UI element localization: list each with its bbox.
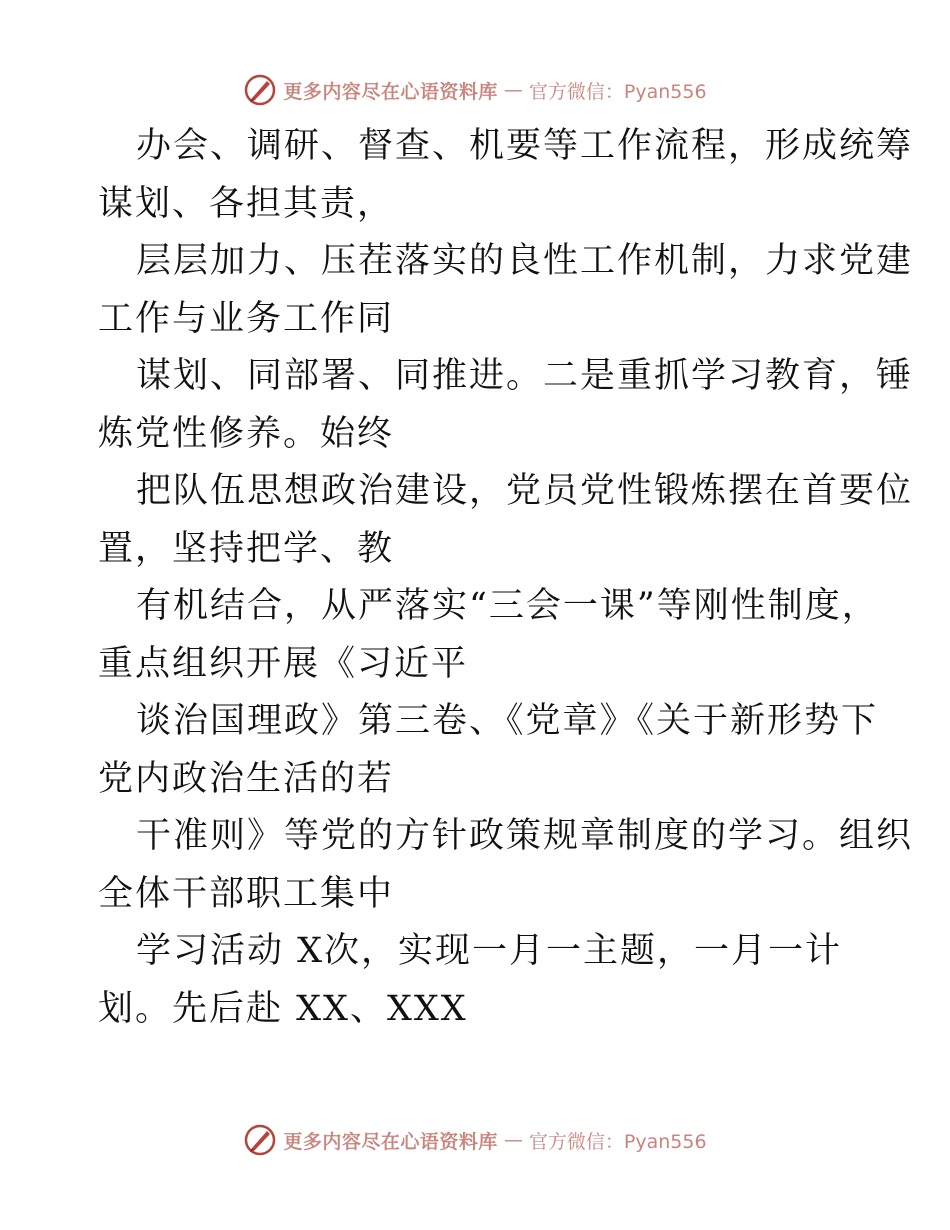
header-watermark [0, 70, 950, 110]
text-line: 把队伍思想政治建设，党员党性锻炼摆在首要位 [136, 471, 914, 511]
watermark-contact: 官方微信：Pyan556 [528, 1130, 707, 1153]
watermark-brand: 更多内容尽在心语资料库 [283, 1130, 498, 1153]
text-line: 全体干部职工集中 [98, 873, 395, 914]
watermark-separator: — [503, 1129, 523, 1151]
text-line: 谋划、同部署、同推进。二是重抓学习教育，锤 [136, 356, 914, 396]
text-line: 炼党性修养。始终 [98, 413, 395, 454]
text-line: 重点组织开展《习近平 [98, 643, 469, 684]
text-line: 党内政治生活的若 [98, 758, 395, 799]
text-line: 干准则》等党的方针政策规章制度的学习。组织 [136, 816, 914, 856]
document-body [98, 118, 914, 1038]
text-line: 谋划、各担其责， [98, 183, 395, 224]
text-line: 谈治国理政》第三卷、《党章》《关于新形势下 [136, 701, 879, 741]
watermark-separator: — [503, 79, 523, 101]
watermark-brand: 更多内容尽在心语资料库 [283, 80, 498, 103]
footer-watermark [0, 1120, 950, 1160]
quill-pen-icon [243, 1123, 277, 1157]
text-line: 划。先后赴 XX、XXX [98, 988, 468, 1029]
watermark-contact: 官方微信：Pyan556 [528, 80, 707, 103]
text-line: 有机结合，从严落实“三会一课”等刚性制度， [136, 586, 879, 626]
text-line: 办会、调研、督查、机要等工作流程，形成统筹 [136, 126, 914, 166]
quill-pen-icon [243, 73, 277, 107]
text-line: 工作与业务工作同 [98, 298, 395, 339]
text-line: 层层加力、压茬落实的良性工作机制，力求党建 [136, 241, 914, 281]
text-line: 置，坚持把学、教 [98, 528, 395, 569]
text-line: 学习活动 X次，实现一月一主题，一月一计 [136, 931, 843, 971]
